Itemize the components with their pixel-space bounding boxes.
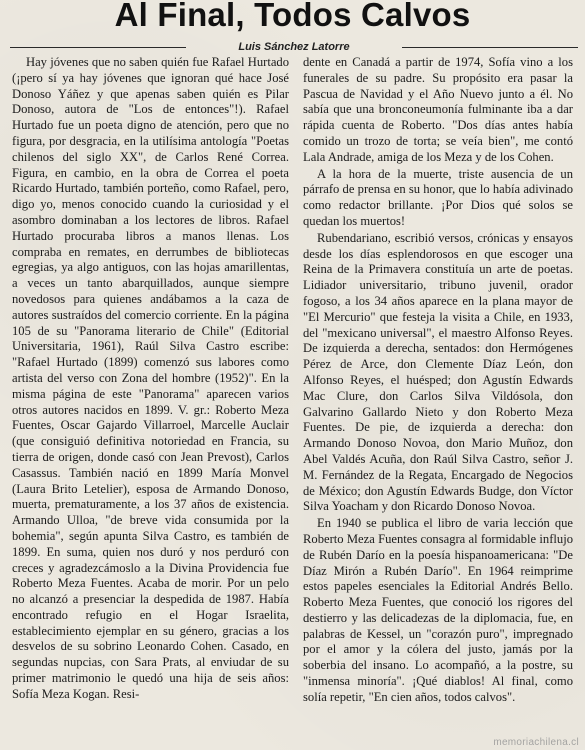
article-author: Luis Sánchez Latorre (238, 41, 350, 53)
paragraph: dente en Canadá a partir de 1974, Sofía vino a los funerales de su padre. Su propósito era pasar la Pascua de Navidad y el Año Nuevo junto a él. No sabía que una bronconeumonía fulminante iba a dar rápida cuenta de Roberto. "Dos días antes había comido un trozo de torta; se veía bien", me contó Lala Andrade, amiga de los Meza y de los Cohen. (303, 55, 573, 164)
article-title: Al Final, Todos Calvos (114, 0, 471, 33)
paragraph: A la hora de la muerte, triste ausencia de un párrafo de prensa en su honor, que lo había adivinado como redactor brillante. ¡Por Dios qué solos se quedan los muertos! (303, 166, 573, 228)
source-watermark: memoriachilena.cl (493, 737, 579, 748)
byline-rule-left (10, 47, 186, 48)
byline-rule-right (402, 47, 578, 48)
paragraph: En 1940 se publica el libro de varia lección que Roberto Meza Fuentes consagra al formidable influjo de Rubén Darío en la poesía hispanoamericana: "De Díaz Mirón a Rubén Darío". En 1964 reimprime estos papeles esenciales la Editorial Andrés Bello. Roberto Meza Fuentes, que conoció los rigores del destierro y las delicadezas de la diplomacia, fue, en palabras de Kessel, un "corazón puro", impregnado por el amor y la cólera del justo, jamás por la soberbia del insano. Lo acompañó, a la postre, su "inmensa minoría". ¡Qué diablos! Al final, como solía repetir, "En cien años, todos calvos". (303, 516, 573, 704)
article-column-left (12, 55, 289, 750)
paragraph: Rubendariano, escribió versos, crónicas y ensayos desde los días esplendorosos en que escoger una Reina de la Primavera constituía un arte de poetas. Lidiador universitario, tribuno juvenil, orador fogoso, a los 34 años aparece en la plana mayor de "El Mercurio" que festeja la visita a Chile, en 1933, del "mexicano universal", el maestro Alfonso Reyes. De izquierda a derecha, sentados: don Hermógenes Pérez de Arce, don Clemente Díaz León, don Alfonso Reyes, el huésped; don Agustín Edwards Mac Clure, don Carlos Silva Vildósola, don Galvarino Gallardo Nieto y don Roberto Meza Fuentes. De pie, de izquierda a derecha: don Armando Donoso Novoa, don Mario Muñoz, don Abel Valdés Acuña, don Raúl Silva Castro, señor J. M. Fernández de la Regata, Encargado de Negocios de México; don Agustín Edwards Budge, don Víctor Silva Yoacham y don Ricardo Donoso Novoa. (303, 230, 573, 514)
paragraph: Hay jóvenes que no saben quién fue Rafael Hurtado (¡pero sí ya hay jóvenes que ignoran qué hace José Donoso Yáñez y que apenas saben quién es Pilar Donoso, autora de "Los de entonces"!). Rafael Hurtado fue un poeta digno de atención, pero que no figura, por desgracia, en la utilísima antología "Poetas chilenos del siglo XX", de Carlos René Correa. Figura, en cambio, en la obra de Correa el poeta Ricardo Hurtado, también porteño, como Rafael, pero, digo yo, menos conocido cuando la curiosidad y el asombro dominaban a los lectores de libros. Rafael Hurtado procuraba libros a manos llenas. Los compraba en remates, en derrumbes de bibliotecas egregias, ya algo antiguos, con las hojas amarillentas, a veces un tanto abarquillados, aunque siempre novedosos para quienes andábamos a la caza de autores sustraídos del comercio corriente. En la página 105 de su "Panorama literario de Chile" (Editorial Universitaria, 1961), Raúl Silva Castro escribe: "Rafael Hurtado (1899) comenzó sus labores como artista del verso con Zona del hombre (1952)". En la misma página de este "Panorama" aparecen varios otros autores nacidos en 1899. V. gr.: Roberto Meza Fuentes, Oscar Gajardo Villarroel, Marcelle Auclair (que consiguió definitiva notoriedad en Francia, su tierra de origen, donde casó con Jean Prevost), Carlos Casassus. También nació en 1899 María Monvel (Laura Brito Letelier), esposa de Armando Donoso, muerta, prematuramente, a los 37 años de existencia. Armando Ulloa, "de breve vida consumida por la bohemia", según apunta Silva Castro, es también de 1899. En suma, quien nos duró y nos perduró con creces y agradezcámoslo a la Divina Providencia fue Roberto Meza Fuentes. Acaba de morir. Por un pelo no alcanzó a presenciar la despedida de 1987. Había encontrado refugio en el Hogar Israelita, establecimiento ejemplar en su género, gracias a los desvelos de su sobrino Leonardo Cohen. Casado, en segundas nupcias, con Sara Prats, al enviudar de su primer matrimonio le quedó una hija de seis años: Sofía Meza Kogan. Resi- (12, 55, 289, 701)
article-column-right (303, 55, 573, 750)
